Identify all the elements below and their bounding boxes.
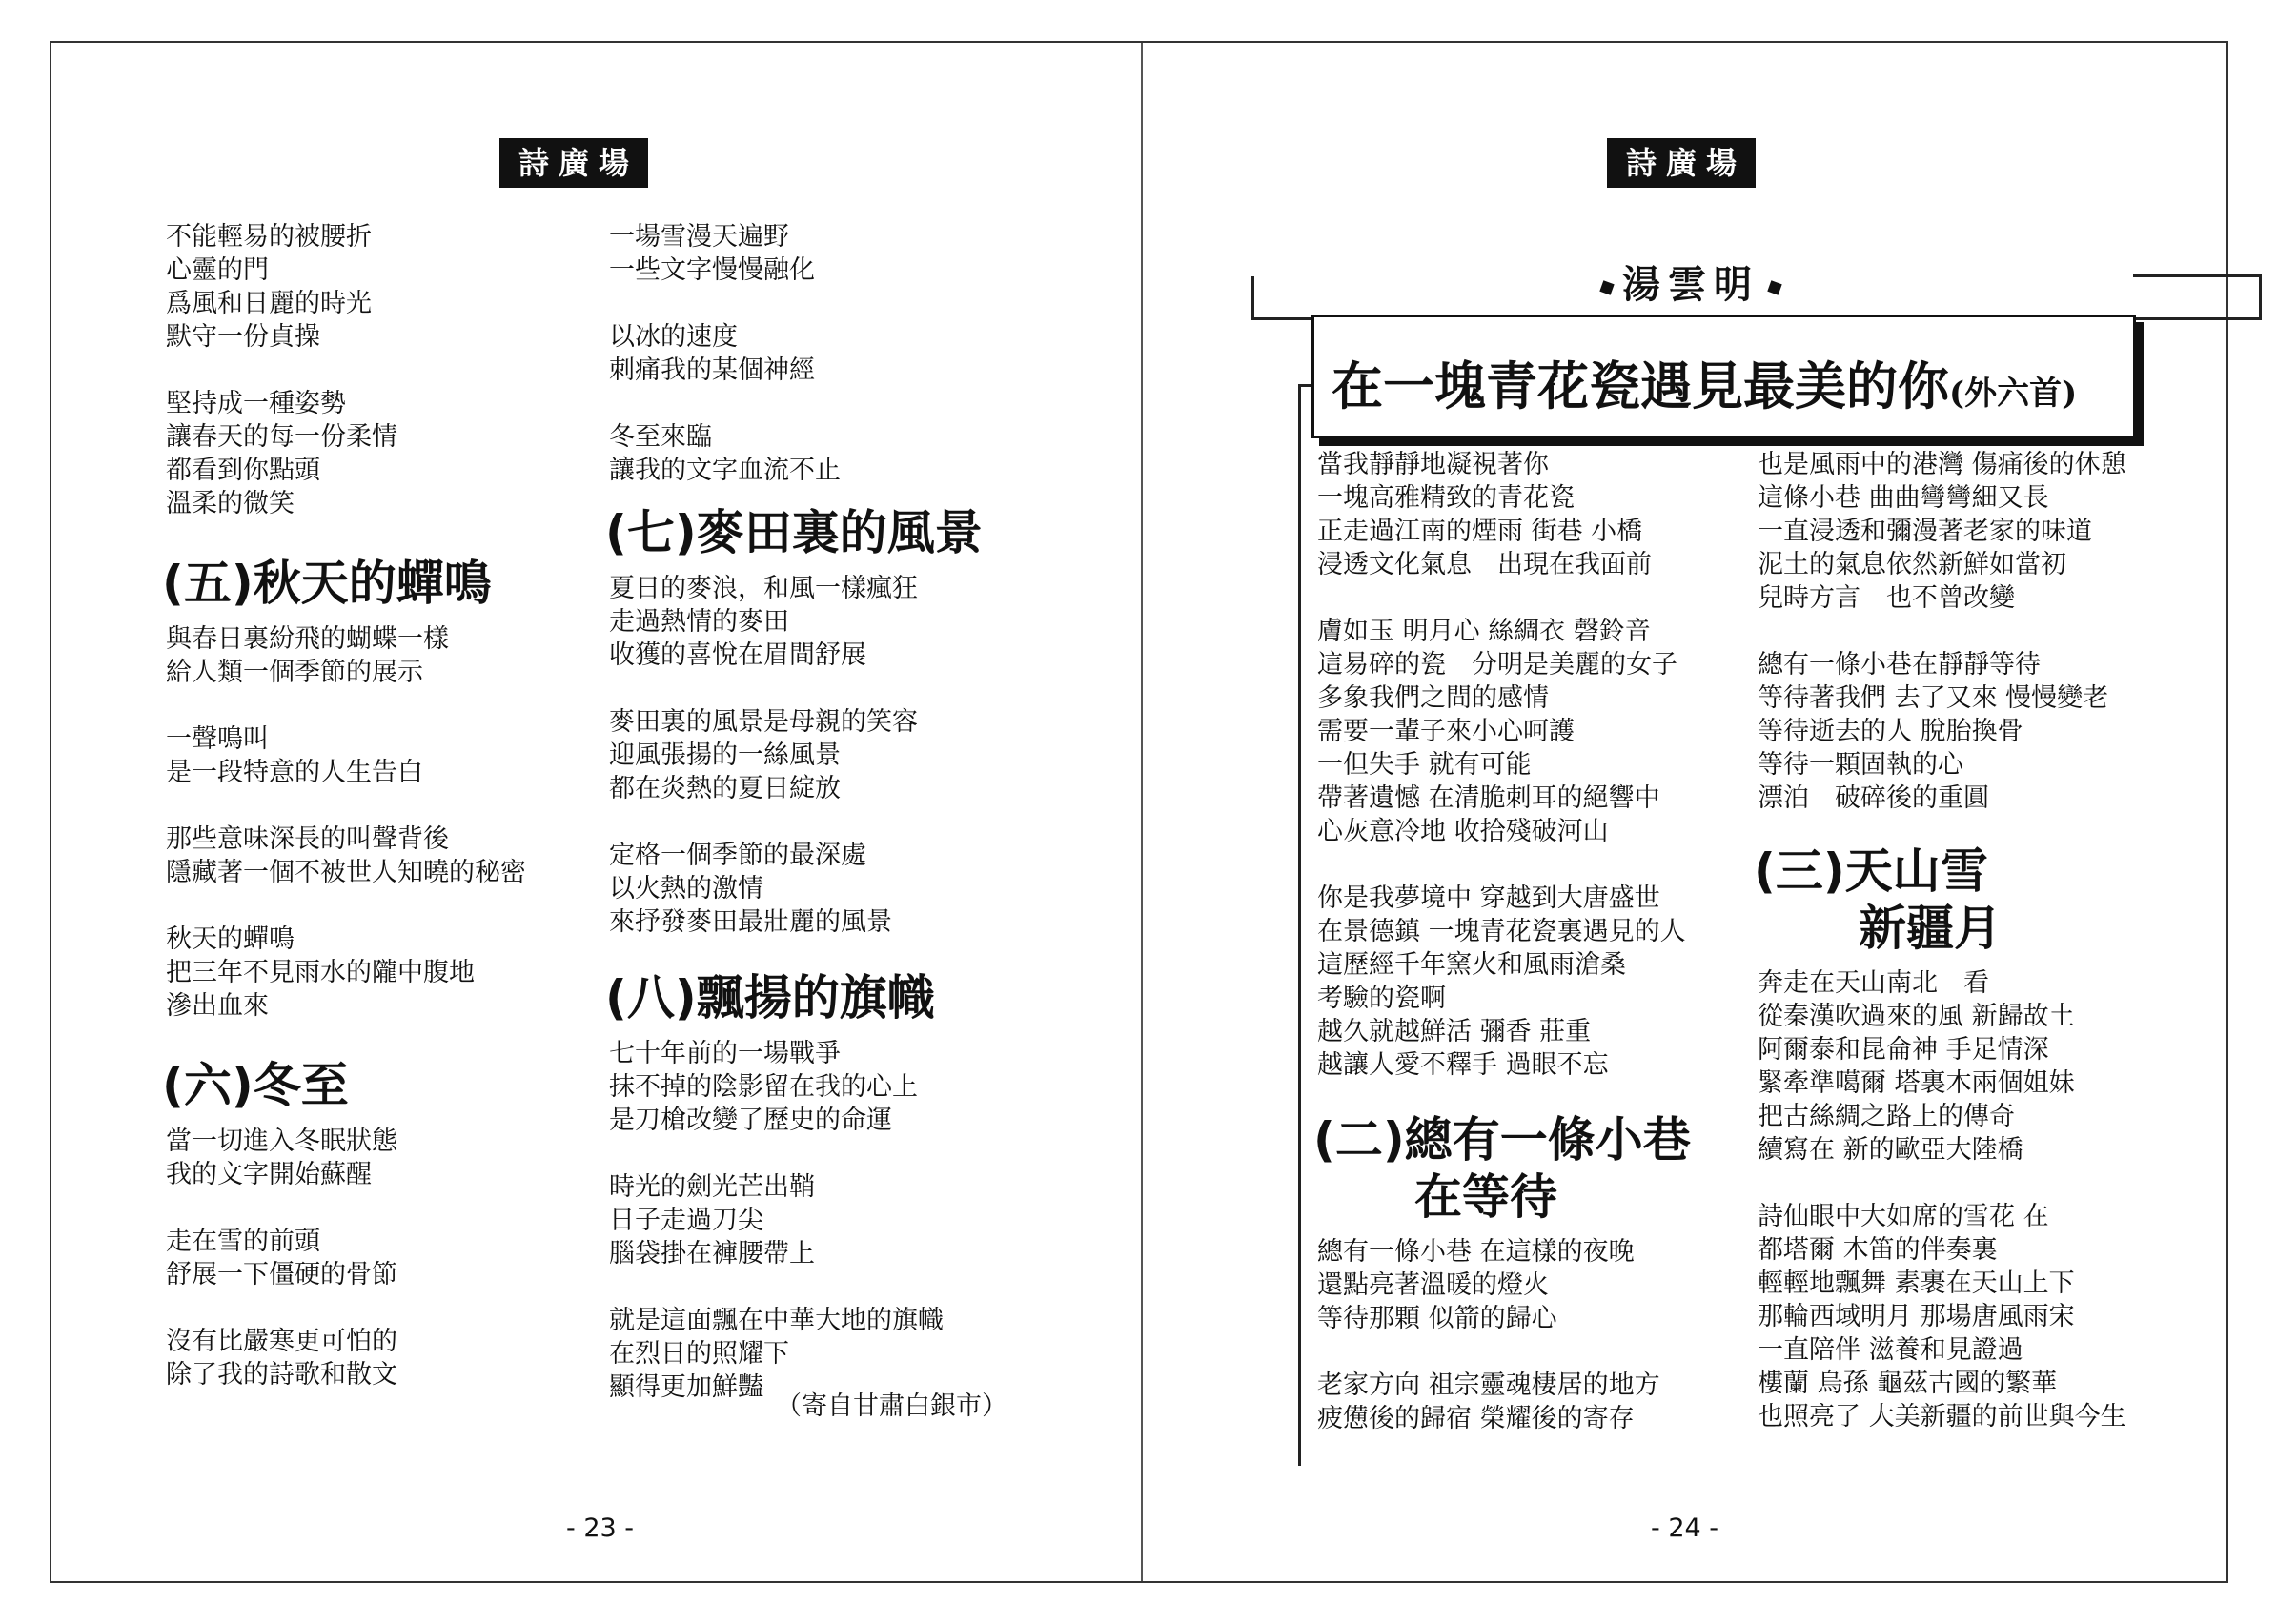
- poem-line: 麥田裏的風景是母親的笑容: [609, 707, 918, 737]
- stanza-group: [609, 572, 1124, 939]
- poem-line: 總有一條小巷在靜靜等待: [1758, 650, 2041, 680]
- poem-line: 讓春天的每一份柔情: [166, 422, 397, 452]
- poem-line: 還點亮著溫暖的燈火: [1317, 1270, 1549, 1300]
- stanza: [166, 822, 623, 889]
- poem-line: 漂泊 破碎後的重圓: [1758, 783, 1989, 813]
- poem-line: 需要一輩子來小心呵護: [1317, 717, 1575, 746]
- stanza: [166, 1225, 623, 1291]
- stanza: [1758, 448, 2225, 615]
- poem-line: 除了我的詩歌和散文: [166, 1360, 397, 1390]
- stanza-group: [1317, 448, 1765, 1082]
- poem-line: 溫柔的微笑: [166, 489, 295, 518]
- poem-line: 那輪西域明月 那場唐風雨宋: [1758, 1302, 2075, 1331]
- poem-line: 定格一個季節的最深處: [609, 841, 866, 870]
- poem-line: 續寫在 新的歐亞大陸橋: [1758, 1135, 2023, 1165]
- poem-line: 等待那顆 似箭的歸心: [1317, 1304, 1557, 1333]
- square-bullet-icon: [1767, 280, 1781, 294]
- section-badge: 詩廣場: [499, 138, 648, 188]
- stanza: [166, 1125, 623, 1191]
- stanza: [166, 220, 623, 354]
- main-poem-title: 在一塊青花瓷遇見最美的你: [1332, 355, 1949, 416]
- poem-line: 腦袋掛在褲腰帶上: [609, 1239, 815, 1269]
- left-column-2: [605, 220, 1124, 1437]
- page-number: - 24 -: [1651, 1513, 1719, 1543]
- stanza-group: [166, 622, 623, 1023]
- poem-line: 滲出血來: [166, 991, 269, 1021]
- poem-line: 走過熱情的麥田: [609, 607, 789, 637]
- stanza: [1317, 1235, 1765, 1335]
- poem-line: 一直浸透和彌漫著老家的味道: [1758, 517, 2092, 546]
- poem-line: 七十年前的一場戰爭: [609, 1039, 841, 1068]
- poem-line: 膚如玉 明月心 絲綢衣 磬鈴音: [1317, 617, 1651, 646]
- stanza: [166, 722, 623, 789]
- poem-line: 沒有比嚴寒更可怕的: [166, 1327, 397, 1356]
- poem-line: 心灰意冷地 收拾殘破河山: [1317, 817, 1609, 846]
- poem-title: (八)飄揚的旗幟: [605, 970, 935, 1025]
- stanza: [1758, 966, 2225, 1167]
- right-column-1: [1313, 448, 1765, 1469]
- stanza: [609, 572, 1124, 672]
- poem-line: 老家方向 祖宗靈魂棲居的地方: [1317, 1370, 1660, 1400]
- title-shadow: [1319, 438, 2144, 446]
- stanza: [1317, 615, 1765, 848]
- stanza: [609, 839, 1124, 939]
- stanza-group: [1758, 966, 2225, 1433]
- poem-line: 是一段特意的人生告白: [166, 758, 423, 787]
- poem-line: 那些意味深長的叫聲背後: [166, 824, 449, 854]
- poem-title-line-1: (二)總有一條小巷: [1313, 1112, 1691, 1167]
- poem-line: 冬至來臨: [609, 422, 712, 452]
- poem-line: 走在雪的前頭: [166, 1227, 320, 1256]
- page-number: - 23 -: [566, 1513, 635, 1543]
- poem-line: 兒時方言 也不曾改變: [1758, 583, 2015, 613]
- stanza-group: [1758, 448, 2225, 815]
- poem-line: 隱藏著一個不被世人知曉的秘密: [166, 858, 526, 887]
- stanza-group: [166, 1125, 623, 1391]
- page-right: [1143, 43, 2230, 1581]
- author-name: [1586, 254, 1796, 309]
- poem-line: 在景德鎮 一塊青花瓷裏遇見的人: [1317, 917, 1686, 946]
- poem-line: 一直陪伴 滋養和見證過: [1758, 1335, 2023, 1365]
- poem-line: 我的文字開始蘇醒: [166, 1160, 372, 1189]
- page-left: [51, 43, 1139, 1581]
- section-badge: 詩廣場: [1607, 138, 1756, 188]
- poem-line: 你是我夢境中 穿越到大唐盛世: [1317, 883, 1660, 913]
- main-poem-subtitle: (外六首): [1949, 375, 2078, 413]
- stanza: [1317, 448, 1765, 581]
- poem-title-line-2: 新疆月: [1859, 901, 2002, 956]
- poem-line: 收獲的喜悅在眉間舒展: [609, 640, 866, 670]
- poem-line: 爲風和日麗的時光: [166, 289, 372, 318]
- stanza: [609, 420, 1124, 487]
- poem-line: 多象我們之間的感情: [1317, 683, 1549, 713]
- poem-line: 都看到你點頭: [166, 456, 320, 485]
- poem-line: 時光的劍光芒出鞘: [609, 1172, 815, 1202]
- poem-line: 以火熱的激情: [609, 874, 763, 903]
- poem-line: 帶著遺憾 在清脆刺耳的絕響中: [1317, 783, 1660, 813]
- poem-line: 這條小巷 曲曲彎彎細又長: [1758, 483, 2049, 513]
- poem-line: 詩仙眼中大如席的雪花 在: [1758, 1202, 2049, 1231]
- poem-title-line-1: (三)天山雪: [1754, 843, 1988, 899]
- poem-line: 以冰的速度: [609, 322, 738, 352]
- stanza: [609, 220, 1124, 287]
- poem-line: 把三年不見雨水的隴中腹地: [166, 958, 475, 987]
- stanza: [1317, 1369, 1765, 1435]
- poem-line: 日子走過刀尖: [609, 1206, 763, 1235]
- poem-line: 默守一份貞操: [166, 322, 320, 352]
- poem-line: 奔走在天山南北 看: [1758, 968, 1989, 998]
- poem-line: 正走過江南的煙雨 街巷 小橋: [1317, 517, 1643, 546]
- poem-line: 泥土的氣息依然新鮮如當初: [1758, 550, 2066, 579]
- poem-line: 阿爾泰和昆侖神 手足情深: [1758, 1035, 2049, 1065]
- poem-title: (六)冬至: [162, 1058, 349, 1113]
- stanza: [609, 705, 1124, 805]
- stanza-group: [1317, 1235, 1765, 1435]
- stanza-group: [609, 220, 1124, 487]
- poem-line: 把古絲綢之路上的傳奇: [1758, 1102, 2015, 1131]
- poem-title-line-2: 在等待: [1414, 1169, 1557, 1225]
- poem-line: 一塊高雅精致的青花瓷: [1317, 483, 1575, 513]
- poem-line: 輕輕地飄舞 素裹在天山上下: [1758, 1269, 2075, 1298]
- poem-line: 抹不掉的陰影留在我的心上: [609, 1072, 918, 1102]
- poem-line: 樓蘭 烏孫 龜茲古國的繁華: [1758, 1369, 2058, 1398]
- poem-line: 一場雪漫天遍野: [609, 222, 789, 252]
- poem-line: 一但失手 就有可能: [1317, 750, 1532, 780]
- poem-line: 讓我的文字血流不止: [609, 456, 841, 485]
- poem-line: 心靈的門: [166, 255, 269, 285]
- poem-line: 來抒發麥田最壯麗的風景: [609, 907, 892, 937]
- poem-line: 都塔爾 木笛的伴奏裏: [1758, 1235, 1998, 1265]
- stanza: [166, 923, 623, 1023]
- poem-title: [1313, 1111, 1765, 1226]
- stanza: [609, 1037, 1124, 1137]
- poem-line: 一些文字慢慢融化: [609, 255, 815, 285]
- poem-line: 夏日的麥浪，和風一樣瘋狂: [609, 574, 918, 603]
- poem-line: 從秦漢吹過來的風 新歸故土: [1758, 1002, 2075, 1031]
- poem-line: 刺痛我的某個神經: [609, 355, 815, 385]
- square-bullet-icon: [1599, 280, 1614, 294]
- left-column-1: [162, 220, 623, 1425]
- poem-line: 越久就越鮮活 彌香 莊重: [1317, 1017, 1592, 1046]
- stanza: [609, 320, 1124, 387]
- origin-note: （寄自甘肅白銀市）: [776, 1391, 1007, 1421]
- poem-line: 等待一顆固執的心: [1758, 750, 1963, 780]
- poem-line: 等待著我們 去了又來 慢慢變老: [1758, 683, 2109, 713]
- poem-line: 堅持成一種姿勢: [166, 389, 346, 418]
- stanza: [1758, 1200, 2225, 1433]
- poem-line: 秋天的蟬鳴: [166, 924, 295, 954]
- poem-line: 顯得更加鮮豔: [609, 1372, 763, 1402]
- poem-line: 在烈日的照耀下: [609, 1339, 789, 1369]
- poem-line: 也是風雨中的港灣 傷痛後的休憩: [1758, 450, 2126, 479]
- stanza: [166, 1325, 623, 1391]
- poem-line: 當我靜靜地凝視著你: [1317, 450, 1549, 479]
- poem-line: 一聲鳴叫: [166, 724, 269, 754]
- poem-line: 這歷經千年窯火和風雨滄桑: [1317, 950, 1626, 980]
- poem-title: [1754, 842, 2225, 957]
- poem-line: 當一切進入冬眠狀態: [166, 1127, 397, 1156]
- poem-line: 考驗的瓷啊: [1317, 984, 1446, 1013]
- stanza: [609, 1170, 1124, 1270]
- poem-line: 與春日裏紛飛的蝴蝶一樣: [166, 624, 449, 654]
- poem-line: 舒展一下僵硬的骨節: [166, 1260, 397, 1289]
- main-poem-title-box: [1311, 315, 2136, 438]
- stanza: [166, 622, 623, 689]
- stanza: [1758, 648, 2225, 815]
- poem-line: 疲憊後的歸宿 榮耀後的寄存: [1317, 1404, 1635, 1433]
- poem-line: 就是這面飄在中華大地的旗幟: [609, 1306, 944, 1335]
- stanza-group: [609, 1037, 1124, 1404]
- poem-line: 也照亮了 大美新疆的前世與今生: [1758, 1402, 2126, 1431]
- poem-line: 總有一條小巷 在這樣的夜晚: [1317, 1237, 1635, 1267]
- author-text: 湯雲明: [1622, 262, 1759, 307]
- poem-line: 給人類一個季節的展示: [166, 658, 423, 687]
- stanza: [1317, 882, 1765, 1082]
- stanza: [166, 387, 623, 520]
- poem-title: (五)秋天的蟬鳴: [162, 556, 492, 611]
- poem-line: 等待逝去的人 脫胎換骨: [1758, 717, 2023, 746]
- poem-title: (七)麥田裏的風景: [605, 505, 983, 560]
- poem-line: 不能輕易的被腰折: [166, 222, 372, 252]
- poem-line: 越讓人愛不釋手 過眼不忘: [1317, 1050, 1609, 1080]
- poem-line: 浸透文化氣息 出現在我面前: [1317, 550, 1652, 579]
- right-column-2: [1754, 448, 2225, 1467]
- poem-line: 這易碎的瓷 分明是美麗的女子: [1317, 650, 1677, 680]
- poem-line: 迎風張揚的一絲風景: [609, 741, 841, 770]
- book-spread: [50, 41, 2228, 1583]
- stanza-group: [166, 220, 623, 520]
- poem-line: 是刀槍改變了歷史的命運: [609, 1106, 892, 1135]
- poem-line: 都在炎熱的夏日綻放: [609, 774, 841, 803]
- title-shadow: [2136, 322, 2144, 446]
- side-rule: [1298, 384, 1301, 1466]
- poem-line: 緊牽準噶爾 塔裏木兩個姐妹: [1758, 1068, 2075, 1098]
